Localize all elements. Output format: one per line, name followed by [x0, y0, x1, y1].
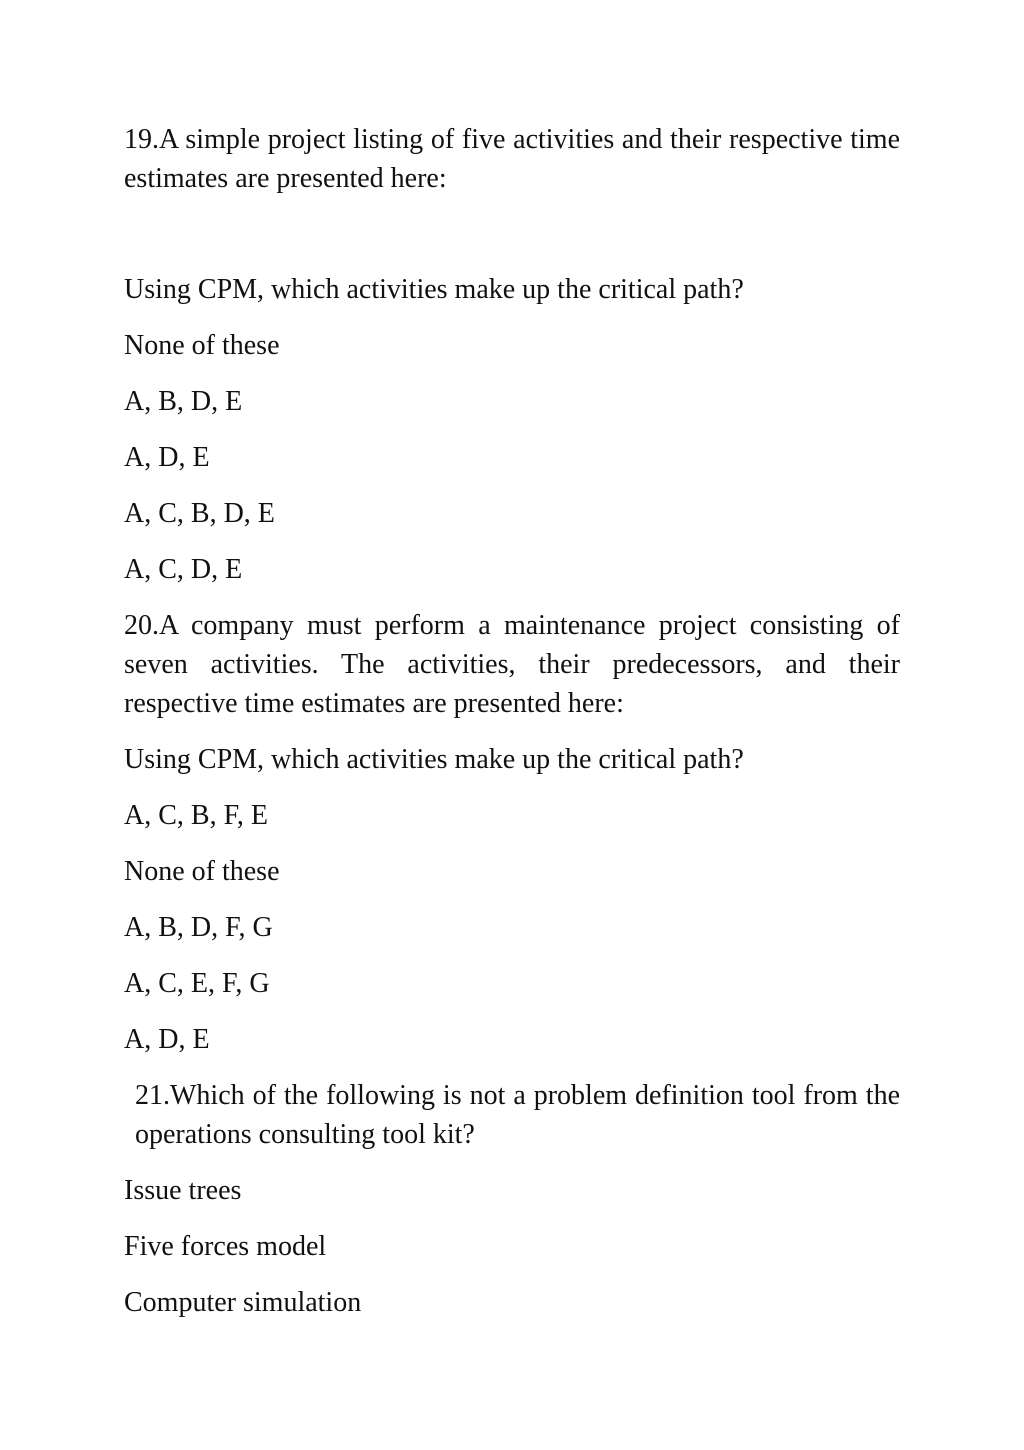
question-20-option-2: None of these: [124, 856, 280, 887]
question-20-option-4: A, C, E, F, G: [124, 968, 270, 999]
question-19-prompt: Using CPM, which activities make up the critical path?: [124, 274, 744, 305]
question-20-stem: 20.A company must perform a maintenance project consisting of seven activities. The activities, their predecessors, and their respective time estimates are presented here:: [124, 610, 900, 719]
question-19-option-4: A, C, B, D, E: [124, 498, 275, 529]
page-content: [124, 120, 900, 1322]
question-20-option-3: A, B, D, F, G: [124, 912, 273, 943]
question-21-option-2: Five forces model: [124, 1231, 327, 1262]
question-19-stem: 19.A simple project listing of five activities and their respective time estimates are presented here:: [124, 124, 900, 194]
question-21-stem: [124, 1059, 900, 1154]
question-19-option-1: None of these: [124, 330, 280, 361]
question-20-option-1: A, C, B, F, E: [124, 800, 269, 831]
question-19-option-3: A, D, E: [124, 442, 210, 473]
question-19-option-2: A, B, D, E: [124, 386, 243, 417]
question-21-option-1: Issue trees: [124, 1175, 242, 1206]
question-19-option-5: A, C, D, E: [124, 554, 243, 585]
question-21-option-3: Computer simulation: [124, 1287, 362, 1318]
question-19-table-gap: [124, 198, 900, 270]
question-20-option-5: A, D, E: [124, 1024, 210, 1055]
question-21-stem-text: 21.Which of the following is not a problem definition tool from the operations consulting tool kit?: [135, 1080, 900, 1150]
question-20-prompt: Using CPM, which activities make up the critical path?: [124, 744, 744, 775]
